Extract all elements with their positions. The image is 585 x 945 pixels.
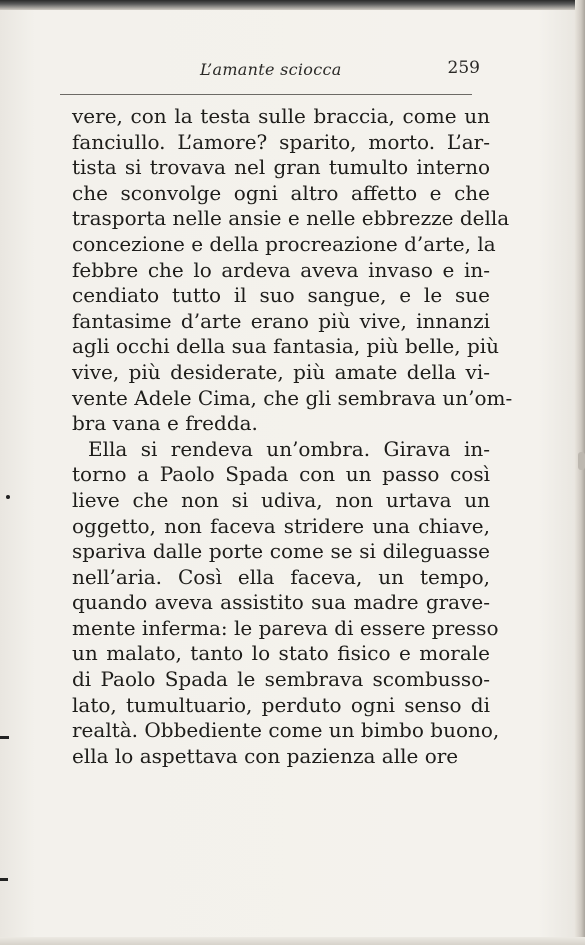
text-line: tista si trovava nel gran tumulto interno <box>72 155 490 180</box>
text-line: vente Adele Cima, che gli sembrava un’om- <box>72 385 513 410</box>
page-right-edge <box>575 0 585 945</box>
text-line: oggetto, non faceva stridere una chiave, <box>72 513 490 538</box>
text-line: Ella si rendeva un’ombra. Girava in- <box>88 436 490 461</box>
text-line: trasporta nelle ansie e nelle ebbrezze della <box>72 206 510 231</box>
paragraph-2 <box>72 436 500 770</box>
body-text <box>72 104 513 769</box>
text-line: realtà. Obbediente come un bimbo buono, <box>72 718 500 743</box>
text-line: nell’aria. Così ella faceva, un tempo, <box>72 564 490 589</box>
scan-mark <box>578 452 585 470</box>
text-line: vere, con la testa sulle braccia, come un <box>72 104 490 128</box>
header-rule <box>60 94 472 95</box>
text-line: un malato, tanto lo stato fisico e morale <box>72 641 490 666</box>
page-top-shadow <box>0 0 585 10</box>
page-bottom-edge <box>0 937 585 945</box>
scan-speck <box>6 495 10 499</box>
scan-mark <box>0 878 8 881</box>
text-line: fantasime d’arte erano più vive, innanzi <box>72 308 490 333</box>
text-line: agli occhi della sua fantasia, più belle, più <box>72 334 500 359</box>
text-line: lieve che non si udiva, non urtava un <box>72 487 490 512</box>
page-number: 259 <box>447 58 480 78</box>
text-line: bra vana e fredda. <box>72 411 258 436</box>
text-line: ella lo aspettava con pazienza alle ore <box>72 743 459 768</box>
text-line: vive, più desiderate, più amate della vi- <box>72 359 490 384</box>
text-line: concezione e della procreazione d’arte, la <box>72 231 496 256</box>
paragraph-1 <box>72 104 513 437</box>
page-header <box>60 52 480 84</box>
text-line: che sconvolge ogni altro affetto e che <box>72 180 490 205</box>
text-line: lato, tumultuario, perduto ogni senso di <box>72 692 490 717</box>
text-line: fanciullo. L’amore? sparito, morto. L’ar- <box>72 129 490 154</box>
text-line: di Paolo Spada le sembrava scombusso- <box>72 667 490 692</box>
text-line: cendiato tutto il suo sangue, e le sue <box>72 283 490 308</box>
running-title: L’amante sciocca <box>200 60 342 79</box>
text-line: spariva dalle porte come se si dileguasse <box>72 539 490 564</box>
scan-mark <box>0 736 9 739</box>
text-line: febbre che lo ardeva aveva invaso e in- <box>72 257 490 282</box>
text-line: torno a Paolo Spada con un passo così <box>72 462 490 487</box>
text-line: mente inferma: le pareva di essere presso <box>72 615 499 640</box>
text-line: quando aveva assistito sua madre grave- <box>72 590 490 615</box>
